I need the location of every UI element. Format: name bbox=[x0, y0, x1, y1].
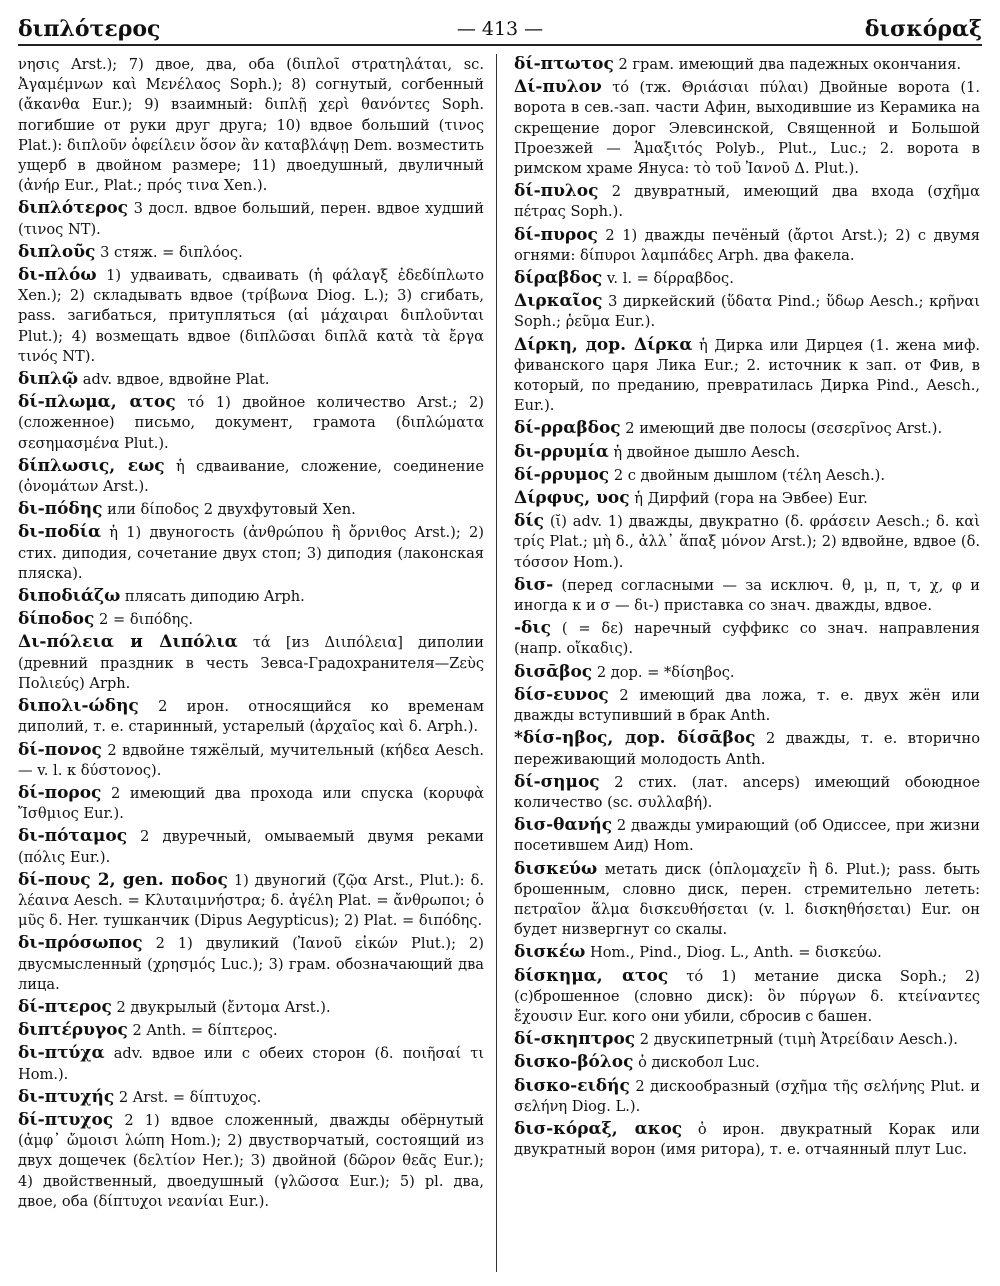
entry-headword: δισκεύω bbox=[514, 858, 598, 879]
dictionary-entry bbox=[514, 268, 980, 289]
entry-headword: διπλοῦς bbox=[18, 241, 96, 262]
dictionary-entry bbox=[514, 966, 980, 1028]
dictionary-entry bbox=[18, 586, 484, 607]
dictionary-entry bbox=[18, 1110, 484, 1212]
entry-definition: 2 1) двуликий (Ἰανοῦ εἰκών Plut.); 2) двусмысленный (χρησμός Luc.); 3) грам. обозначающий два лица. bbox=[18, 935, 484, 993]
entry-headword: δί-ρραβδος bbox=[514, 418, 621, 439]
dictionary-entry bbox=[514, 488, 980, 509]
entry-definition: 2 дважды, т. е. вторично переживающий молодость Anth. bbox=[514, 730, 980, 768]
entry-definition: adv. вдвое, вдвойне Plat. bbox=[82, 371, 270, 389]
entry-definition: 3 диркейский (ὕδατα Pind.; ὕδωρ Aesch.; κρῆναι Soph.; ῥεῦμα Eur.). bbox=[514, 293, 980, 331]
dictionary-entry bbox=[18, 1087, 484, 1108]
dictionary-entry bbox=[514, 662, 980, 683]
page-header bbox=[18, 14, 982, 46]
entry-definition: 2 ирон. относящийся ко временам диполий, т. е. старинный, устарелый (ἀρχαῖος καὶ δ. Arph.). bbox=[18, 698, 484, 736]
dictionary-entry bbox=[18, 242, 484, 263]
entry-definition: ἡ Дирфий (гора на Эвбее) Eur. bbox=[634, 490, 868, 508]
entry-headword: *δίσ-ηβος, дор. δίσᾱβος bbox=[514, 728, 756, 749]
entry-definition: v. l. = δίρραβδος. bbox=[606, 270, 734, 288]
dictionary-entry bbox=[18, 522, 484, 584]
dictionary-entry bbox=[514, 772, 980, 813]
entry-definition: 2 двускипетрный (τιμὴ Ἀτρείδαιν Aesch.). bbox=[639, 1031, 958, 1049]
dictionary-entry bbox=[18, 1043, 484, 1084]
entry-headword: δι-πτυχής bbox=[18, 1086, 115, 1107]
entry-headword: διποδιάζω bbox=[18, 586, 121, 607]
right-column bbox=[514, 54, 980, 1274]
dictionary-entry bbox=[18, 392, 484, 454]
entry-headword: δισ-κόραξ, ακος bbox=[514, 1118, 683, 1139]
entry-headword: δισκο-ειδής bbox=[514, 1075, 630, 1096]
entry-definition: ἡ двойное дышло Aesch. bbox=[613, 443, 801, 461]
entry-headword: δί-πτυχος bbox=[18, 1109, 114, 1130]
running-head-left: διπλότερος bbox=[18, 16, 161, 42]
dictionary-entry bbox=[18, 740, 484, 781]
left-column bbox=[18, 54, 484, 1274]
entry-headword: δι-πλόω bbox=[18, 265, 97, 286]
entry-definition: ἡ сдваивание, сложение, соединение (ὀνομάτων Arst.). bbox=[18, 457, 484, 496]
entry-headword: δί-πυλος bbox=[514, 181, 599, 202]
dictionary-entry bbox=[514, 575, 980, 616]
entry-definition: или δίποδος 2 двухфутовый Xen. bbox=[107, 501, 356, 519]
entry-headword: Δι-πόλεια и Διπόλια bbox=[18, 632, 238, 653]
entry-headword: διπλότερος bbox=[18, 198, 129, 219]
dictionary-entry bbox=[514, 335, 980, 417]
dictionary-entry bbox=[514, 54, 980, 75]
dictionary-entry bbox=[514, 1029, 980, 1050]
entry-headword: δίποδος bbox=[18, 609, 95, 630]
dictionary-entry bbox=[18, 632, 484, 694]
dictionary-entry bbox=[18, 826, 484, 867]
entry-definition: 2 имеющий два ложа, т. е. двух жён или дважды вступивший в брак Anth. bbox=[514, 686, 980, 725]
dictionary-entry bbox=[18, 1020, 484, 1041]
dictionary-entry bbox=[18, 870, 484, 932]
entry-headword: δί-ρρυμος bbox=[514, 464, 610, 485]
dictionary-entry bbox=[514, 859, 980, 941]
entry-definition: τά [из Διιπόλεια] диполии (древний праздник в честь Зевса-Градохранителя—Ζεὺς Πολιεύς) Arph. bbox=[18, 634, 484, 692]
entry-headword: δί-πονος bbox=[18, 739, 102, 760]
dictionary-entry bbox=[514, 1052, 980, 1073]
entry-definition: ( = δε) наречный суффикс со знач. направления (напр. οἴκαδις). bbox=[514, 620, 980, 658]
entry-definition: 3 досл. вдвое больший, перен. вдвое худший (τινος NT). bbox=[18, 200, 484, 238]
entry-headword: δισκο-βόλος bbox=[514, 1052, 634, 1073]
dictionary-entry bbox=[18, 198, 484, 239]
entry-definition: (перед согласными — за исключ. θ, μ, π, τ, χ, φ и иногда κ и σ — δι-) приставка со знач. дважды, вдвое. bbox=[514, 576, 980, 615]
entry-definition: τό 1) метание диска Soph.; 2) (с)брошенное (словно диск): ὃν πύργων δ. κτείναντες ἔχουσιν Eur. кого они убили, сбросив с башен. bbox=[514, 967, 980, 1025]
dictionary-entry bbox=[18, 369, 484, 390]
dictionary-entry bbox=[18, 54, 484, 196]
entry-definition: 3 стяж. = διπλόος. bbox=[100, 243, 243, 261]
dictionary-entry bbox=[514, 1076, 980, 1117]
entry-definition: 2 = διπόδης. bbox=[99, 611, 194, 629]
dictionary-entry bbox=[18, 456, 484, 497]
dictionary-entry bbox=[18, 265, 484, 367]
dictionary-entry bbox=[514, 225, 980, 266]
entry-headword: δί-πους 2, gen. ποδος bbox=[18, 869, 228, 890]
entry-headword: -δις bbox=[514, 618, 551, 639]
entry-headword: δί-πτερος bbox=[18, 996, 112, 1017]
entry-definition: 2 грам. имеющий два падежных окончания. bbox=[618, 56, 962, 73]
entry-definition: плясать диподию Arph. bbox=[124, 588, 305, 606]
dictionary-entry bbox=[514, 181, 980, 222]
column-divider bbox=[496, 54, 497, 1272]
entry-headword: δισᾱβος bbox=[514, 661, 593, 682]
entry-headword: διπολι-ώδης bbox=[18, 696, 139, 717]
entry-definition: 2 имеющий две полосы (σεσερῖνος Arst.). bbox=[625, 420, 943, 438]
entry-headword: δι-ποδία bbox=[18, 522, 102, 543]
dictionary-entry bbox=[18, 997, 484, 1018]
entry-definition: 2 1) дважды печёный (ἄρτοι Arst.); 2) с двумя огнями: δίπυροι λαμπάδες Arph. два факела. bbox=[514, 226, 980, 264]
entry-headword: δισκέω bbox=[514, 942, 586, 963]
entry-headword: δί-πτωτος bbox=[514, 54, 614, 74]
dictionary-entry bbox=[18, 696, 484, 737]
page-number: — 413 — bbox=[456, 18, 544, 40]
entry-headword: Δί-πυλον bbox=[514, 77, 602, 98]
entry-headword: δίπλωσις, εως bbox=[18, 455, 165, 476]
entry-definition: τό (тж. Θριάσιαι πύλαι) Двойные ворота (1. ворота в сев.-зап. части Афин, выходившие из Керамика на скрещение дорог Элевсинской, Священной и Большой Проезжей — Ἁμαξιτός Polyb., Plut., Luc.; 2. ворота в римском храме Януса: τὸ τοῦ Ἰανοῦ Δ. Plut.). bbox=[514, 79, 980, 178]
entry-headword: δί-πλωμα, ατος bbox=[18, 392, 176, 413]
entry-headword: δι-πρόσωπος bbox=[18, 933, 143, 954]
dictionary-entry bbox=[514, 442, 980, 463]
entry-definition: Hom., Pind., Diog. L., Anth. = δισκεύω. bbox=[590, 944, 882, 962]
entry-definition: 2 двуречный, омываемый двумя реками (πόλις Eur.). bbox=[18, 828, 484, 866]
entry-headword: δίσ-ευνος bbox=[514, 684, 609, 705]
entry-definition: 2 дор. = *δίσηβος. bbox=[596, 663, 735, 681]
dictionary-entry bbox=[514, 511, 980, 573]
entry-headword: δισ- bbox=[514, 574, 554, 595]
running-head-right: δισκόραξ bbox=[864, 16, 982, 42]
entry-definition: 2 1) вдвое сложенный, дважды обёрнутый (ἀμφ᾽ ὤμοισι λώπη Hom.); 2) двустворчатый, состоящий из двух дощечек (δελτίον Her.); 3) двойной (δῶρον θεᾶς Eur.); 4) двойственный, двоедушный (γλῶσσα Eur.); 5) pl. два, двое, оба (δίπτυχοι νεανίαι Eur.). bbox=[18, 1111, 484, 1210]
entry-definition: метать диск (ὁπλομαχεῖν ἢ δ. Plut.); pass. быть брошенным, словно диск, перен. стремительно лететь: πετραῖον ἅλμα δισκευθήσεται (v. l. δισκηθήσεται) Eur. он будет низвергнут со скалы. bbox=[514, 860, 980, 939]
entry-headword: διπτέρυγος bbox=[18, 1020, 128, 1041]
entry-headword: Διρκαῖος bbox=[514, 291, 603, 312]
entry-definition: ὁ дискобол Luc. bbox=[638, 1054, 760, 1072]
entry-definition: ὁ ирон. двукратный Корак или двукратный ворон (имя ритора), т. е. отчаянный плут Luc. bbox=[514, 1120, 980, 1159]
entry-headword: διπλῷ bbox=[18, 369, 79, 390]
entry-definition: adv. вдвое или с обеих сторон (δ. ποιῆσαί τι Hom.). bbox=[18, 1045, 484, 1083]
entry-headword: δισ-θανής bbox=[514, 815, 613, 836]
entry-definition: 2 вдвойне тяжёлый, мучительный (κήδεα Aesch. — v. l. к δύστονος). bbox=[18, 741, 484, 779]
dictionary-entry bbox=[18, 609, 484, 630]
dictionary-entry bbox=[514, 942, 980, 963]
entry-definition: 2 Arst. = δίπτυχος. bbox=[118, 1088, 262, 1106]
dictionary-entry bbox=[18, 783, 484, 824]
dictionary-entry bbox=[18, 933, 484, 995]
entry-definition: ἡ 1) двуногость (ἀνθρώπου ἢ ὄρνιθος Arst.); 2) стих. диподия, сочетание двух стоп; 3) диподия (лаконская пляска). bbox=[18, 524, 484, 582]
entry-headword: Δίρφυς, υος bbox=[514, 488, 630, 509]
entry-definition: 2 Anth. = δίπτερος. bbox=[132, 1022, 278, 1040]
entry-definition: 2 с двойным дышлом (τέλη Aesch.). bbox=[613, 466, 885, 484]
entry-definition: τό 1) двойное количество Arst.; 2) (сложенное) письмо, документ, грамота (διπλώματα σεσημασμένα Plut.). bbox=[18, 394, 484, 452]
entry-headword: δί-σκηπτρος bbox=[514, 1029, 636, 1050]
dictionary-entry bbox=[514, 618, 980, 659]
entry-headword: δι-πόταμος bbox=[18, 826, 128, 847]
entry-definition: νησις Arst.); 7) двое, два, оба (διπλοῖ στρατηλάται, sc. Ἀγαμέμνων καὶ Μενέλαος Soph.); 8) согнутый, согбенный (ἄκανθα Eur.); 9) взаимный: διπλῇ χερὶ θανόντες Soph. погибшие от руки друг друга; 10) вдвое больший (τινος Plat.): διπλοῦν ὀφείλειν ὅσον ἂν καταβλάψῃ Dem. возместить ущерб в двойном размере; 11) двоедушный, двуличный (ἀνήρ Eur., Plat.; πρός τινα Xen.). bbox=[18, 56, 484, 195]
entry-headword: δί-σημος bbox=[514, 771, 600, 792]
dictionary-entry bbox=[18, 499, 484, 520]
entry-definition: 2 двувратный, имеющий два входа (σχῆμα πέτρας Soph.). bbox=[514, 183, 980, 221]
dictionary-entry bbox=[514, 418, 980, 439]
entry-definition: 2 имеющий два прохода или спуска (κορυφὰ Ἴσθμιος Eur.). bbox=[18, 784, 484, 823]
entry-headword: δίς bbox=[514, 511, 544, 532]
entry-headword: Δίρκη, дор. Δίρκα bbox=[514, 334, 693, 355]
dictionary-entry bbox=[514, 465, 980, 486]
entry-headword: δί-πορος bbox=[18, 782, 102, 803]
entry-definition: 2 дважды умирающий (об Одиссее, при жизни посетившем Аид) Hom. bbox=[514, 817, 980, 855]
entry-definition: (ῐ) adv. 1) дважды, двукратно (δ. φράσειν Aesch.; δ. καὶ τρίς Plat.; μὴ δ., ἀλλ᾽ ἅπαξ μόνον Arst.); 2) вдвойне, вдвое (δ. τόσσον Hom.). bbox=[514, 513, 980, 571]
entry-headword: δίραβδος bbox=[514, 268, 603, 289]
dictionary-entry bbox=[514, 1119, 980, 1160]
entry-headword: δίσκημα, ατος bbox=[514, 965, 669, 986]
entry-headword: δί-πυρος bbox=[514, 224, 598, 245]
entry-definition: ἡ Дирка или Дирцея (1. жена миф. фиванского царя Лика Eur.; 2. источник к зап. от Фив, в который, по преданию, превратилась Дирка Pind., Aesch., Eur.). bbox=[514, 336, 980, 415]
entry-definition: 2 двукрылый (ἔντομα Arst.). bbox=[116, 998, 331, 1016]
dictionary-entry bbox=[514, 77, 980, 179]
entry-definition: 2 стих. (лат. anceps) имеющий обоюдное количество (sc. συλλαβή). bbox=[514, 773, 980, 811]
entry-headword: δι-ρρυμία bbox=[514, 441, 609, 462]
dictionary-entry bbox=[514, 291, 980, 332]
entry-headword: δι-πτύχα bbox=[18, 1043, 105, 1064]
entry-definition: 2 дискообразный (σχῆμα τῆς σελήνης Plut. и σελήνη Diog. L.). bbox=[514, 1077, 980, 1115]
dictionary-entry bbox=[514, 728, 980, 769]
entry-definition: 1) удваивать, сдваивать (ἡ φάλαγξ ἐδεδίπλωτο Xen.); 2) складывать вдвое (τρίβωνα Diog. L.); 3) сгибать, pass. загибаться, притупляться (αἱ μάχαιραι διπλοῦνται Plut.); 4) возмещать вдвое (διπλῶσαι διπλᾶ κατὰ τὰ ἔργα τινός NT). bbox=[18, 267, 484, 365]
entry-headword: δι-πόδης bbox=[18, 499, 103, 520]
dictionary-entry bbox=[514, 815, 980, 856]
dictionary-entry bbox=[514, 685, 980, 726]
entry-definition: 1) двуногий (ζῷα Arst., Plut.): δ. λέαινα Aesch. = Κλυταιμνήστρα; δ. ἀγέλη Plat. = ἄνθρωποι; ὁ μῦς δ. Her. тушканчик (Dipus Aegypticus); 2) Plat. = διπόδης. bbox=[18, 871, 484, 930]
